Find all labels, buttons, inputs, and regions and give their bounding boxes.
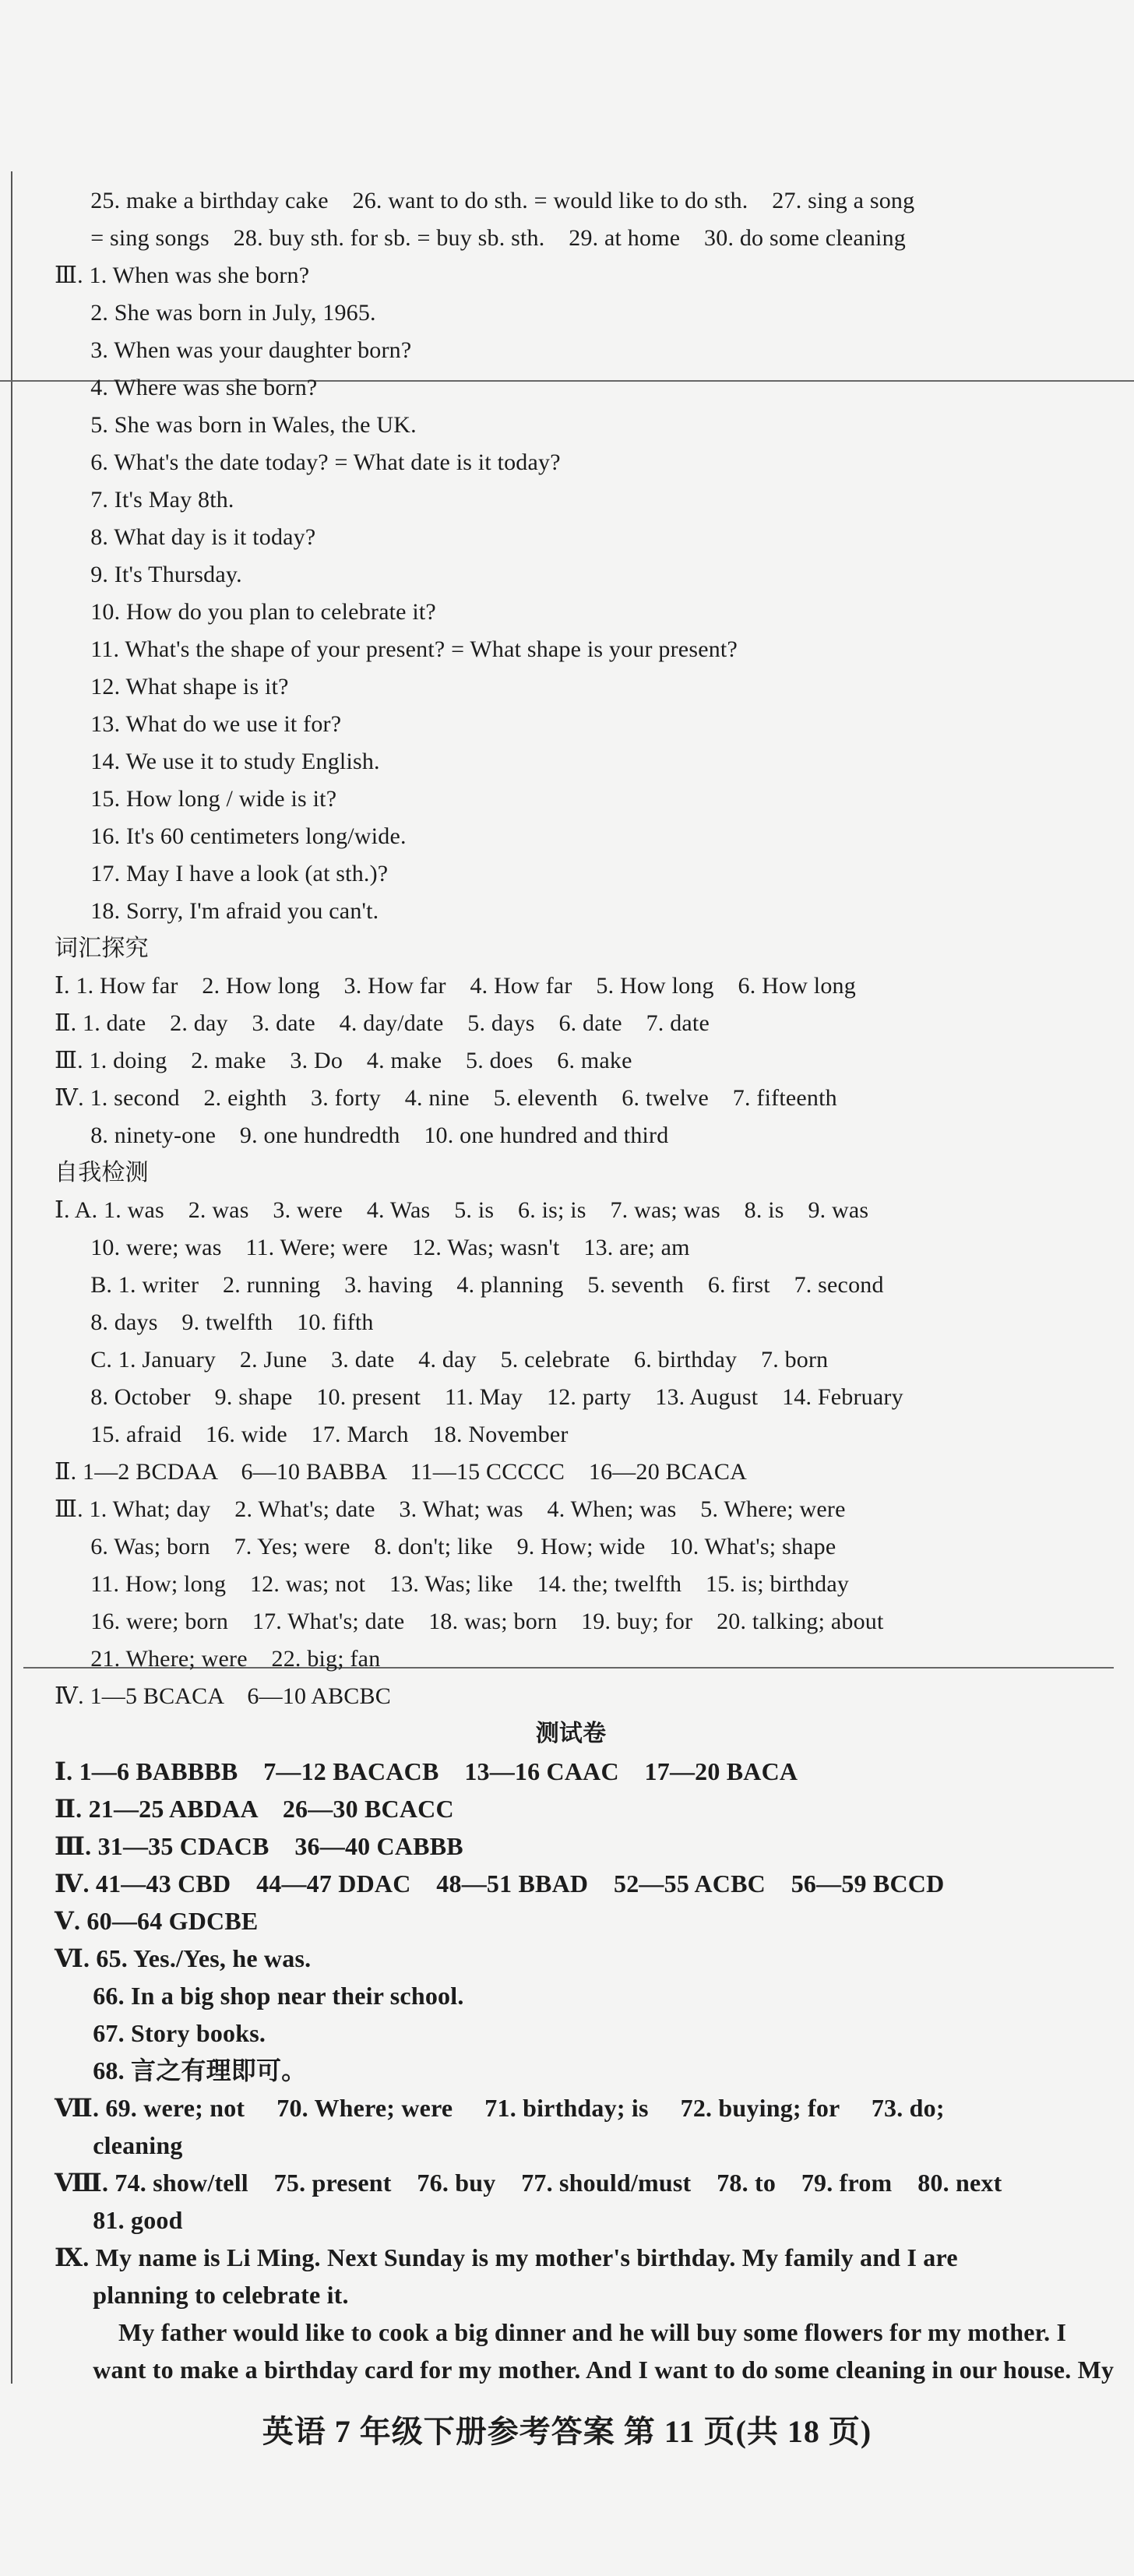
answer-line: 13. What do we use it for? <box>55 711 342 737</box>
answer-line: Ⅸ. My name is Li Ming. Next Sunday is my mother's birthday. My family and I are <box>55 2243 958 2271</box>
answer-line: 14. We use it to study English. <box>55 749 380 774</box>
answer-line: 18. Sorry, I'm afraid you can't. <box>55 898 379 924</box>
answer-line: 2. She was born in July, 1965. <box>55 300 376 326</box>
answer-line: 4. Where was she born? <box>55 375 318 400</box>
answer-line: 68. 言之有理即可。 <box>55 2056 307 2084</box>
answer-line: Ⅱ. 1—2 BCDAA 6—10 BABBA 11—15 CCCCC 16—20 BCACA <box>55 1459 747 1485</box>
answer-line: Ⅲ. 1. When was she born? <box>55 263 310 288</box>
answer-line: 17. May I have a look (at sth.)? <box>55 861 389 886</box>
answer-line: Ⅱ. 1. date 2. day 3. date 4. day/date 5. days 6. date 7. date <box>55 1010 710 1036</box>
answer-line: Ⅷ. 74. show/tell 75. present 76. buy 77. should/must 78. to 79. from 80. next <box>55 2169 1002 2197</box>
answer-line: Ⅶ. 69. were; not 70. Where; were 71. birthday; is 72. buying; for 73. do; <box>55 2094 945 2122</box>
answer-line: Ⅳ. 41—43 CBD 44—47 DDAC 48—51 BBAD 52—55 ACBC 56—59 BCCD <box>55 1869 945 1898</box>
answer-line: 10. were; was 11. Were; were 12. Was; wasn't 13. are; am <box>55 1235 690 1260</box>
answer-line: 8. What day is it today? <box>55 524 316 550</box>
answer-line: 8. ninety-one 9. one hundredth 10. one hundred and third <box>55 1122 669 1148</box>
page-footer: 英语 7 年级下册参考答案 第 11 页(共 18 页) <box>262 2414 872 2449</box>
answer-line: 词汇探究 <box>55 936 149 961</box>
answer-line: Ⅳ. 1. second 2. eighth 3. forty 4. nine 5. eleventh 6. twelve 7. fifteenth <box>55 1085 837 1111</box>
answer-line: Ⅲ. 1. doing 2. make 3. Do 4. make 5. does 6. make <box>55 1048 632 1073</box>
answer-line: 81. good <box>55 2206 183 2234</box>
answer-line: Ⅲ. 31—35 CDACB 36—40 CABBB <box>55 1832 463 1860</box>
left-margin-line <box>11 171 12 2384</box>
answer-line: Ⅱ. 21—25 ABDAA 26—30 BCACC <box>55 1795 454 1823</box>
answer-line: 15. afraid 16. wide 17. March 18. November <box>55 1422 569 1447</box>
answer-line: = sing songs 28. buy sth. for sb. = buy sb. sth. 29. at home 30. do some cleaning <box>55 225 906 251</box>
answer-line: 66. In a big shop near their school. <box>55 1982 464 2010</box>
answer-line: 3. When was your daughter born? <box>55 337 412 363</box>
answer-line: Ⅵ. 65. Yes./Yes, he was. <box>55 1944 312 1972</box>
answer-line: 6. Was; born 7. Yes; were 8. don't; like 9. How; wide 10. What's; shape <box>55 1534 836 1559</box>
answer-line: cleaning <box>55 2131 183 2159</box>
answer-line: C. 1. January 2. June 3. date 4. day 5. celebrate 6. birthday 7. born <box>55 1347 829 1373</box>
answer-line: 21. Where; were 22. big; fan <box>55 1646 381 1672</box>
answer-line: 25. make a birthday cake 26. want to do sth. = would like to do sth. 27. sing a song <box>55 188 915 213</box>
answer-line: B. 1. writer 2. running 3. having 4. planning 5. seventh 6. first 7. second <box>55 1272 884 1298</box>
answer-line: 自我检测 <box>55 1160 149 1186</box>
answer-line: 9. It's Thursday. <box>55 562 242 587</box>
answer-line: planning to celebrate it. <box>55 2281 349 2309</box>
answer-line: 16. It's 60 centimeters long/wide. <box>55 823 407 849</box>
answer-line: 11. How; long 12. was; not 13. Was; like 14. the; twelfth 15. is; birthday <box>55 1571 850 1597</box>
answer-line: want to make a birthday card for my mother. And I want to do some cleaning in our house. My <box>55 2356 1115 2384</box>
answer-line: 测试卷 <box>535 1721 607 1746</box>
answer-line: Ⅰ. 1. How far 2. How long 3. How far 4. How far 5. How long 6. How long <box>55 973 856 999</box>
answer-line: 6. What's the date today? = What date is it today? <box>55 449 561 475</box>
answer-line: Ⅰ. A. 1. was 2. was 3. were 4. Was 5. is 6. is; is 7. was; was 8. is 9. was <box>55 1197 869 1223</box>
answer-line: Ⅲ. 1. What; day 2. What's; date 3. What; was 4. When; was 5. Where; were <box>55 1496 846 1522</box>
answer-line: 67. Story books. <box>55 2019 266 2047</box>
answer-line: 15. How long / wide is it? <box>55 786 337 812</box>
answer-line: Ⅴ. 60—64 GDCBE <box>55 1907 259 1935</box>
answer-line: Ⅰ. 1—6 BABBBB 7—12 BACACB 13—16 CAAC 17—20 BACA <box>55 1757 798 1785</box>
answer-line: My father would like to cook a big dinner and he will buy some flowers for my mother. I <box>55 2318 1067 2346</box>
answer-line: 5. She was born in Wales, the UK. <box>55 412 417 438</box>
answer-line: 12. What shape is it? <box>55 674 289 700</box>
answer-line: 16. were; born 17. What's; date 18. was; born 19. buy; for 20. talking; about <box>55 1609 884 1634</box>
answer-line: 8. days 9. twelfth 10. fifth <box>55 1309 374 1335</box>
answer-line: 8. October 9. shape 10. present 11. May 12. party 13. August 14. February <box>55 1384 903 1410</box>
answer-line: 11. What's the shape of your present? = What shape is your present? <box>55 636 738 662</box>
answer-line: Ⅳ. 1—5 BCACA 6—10 ABCBC <box>55 1683 391 1709</box>
answer-line: 10. How do you plan to celebrate it? <box>55 599 436 625</box>
answer-line: 7. It's May 8th. <box>55 487 234 513</box>
